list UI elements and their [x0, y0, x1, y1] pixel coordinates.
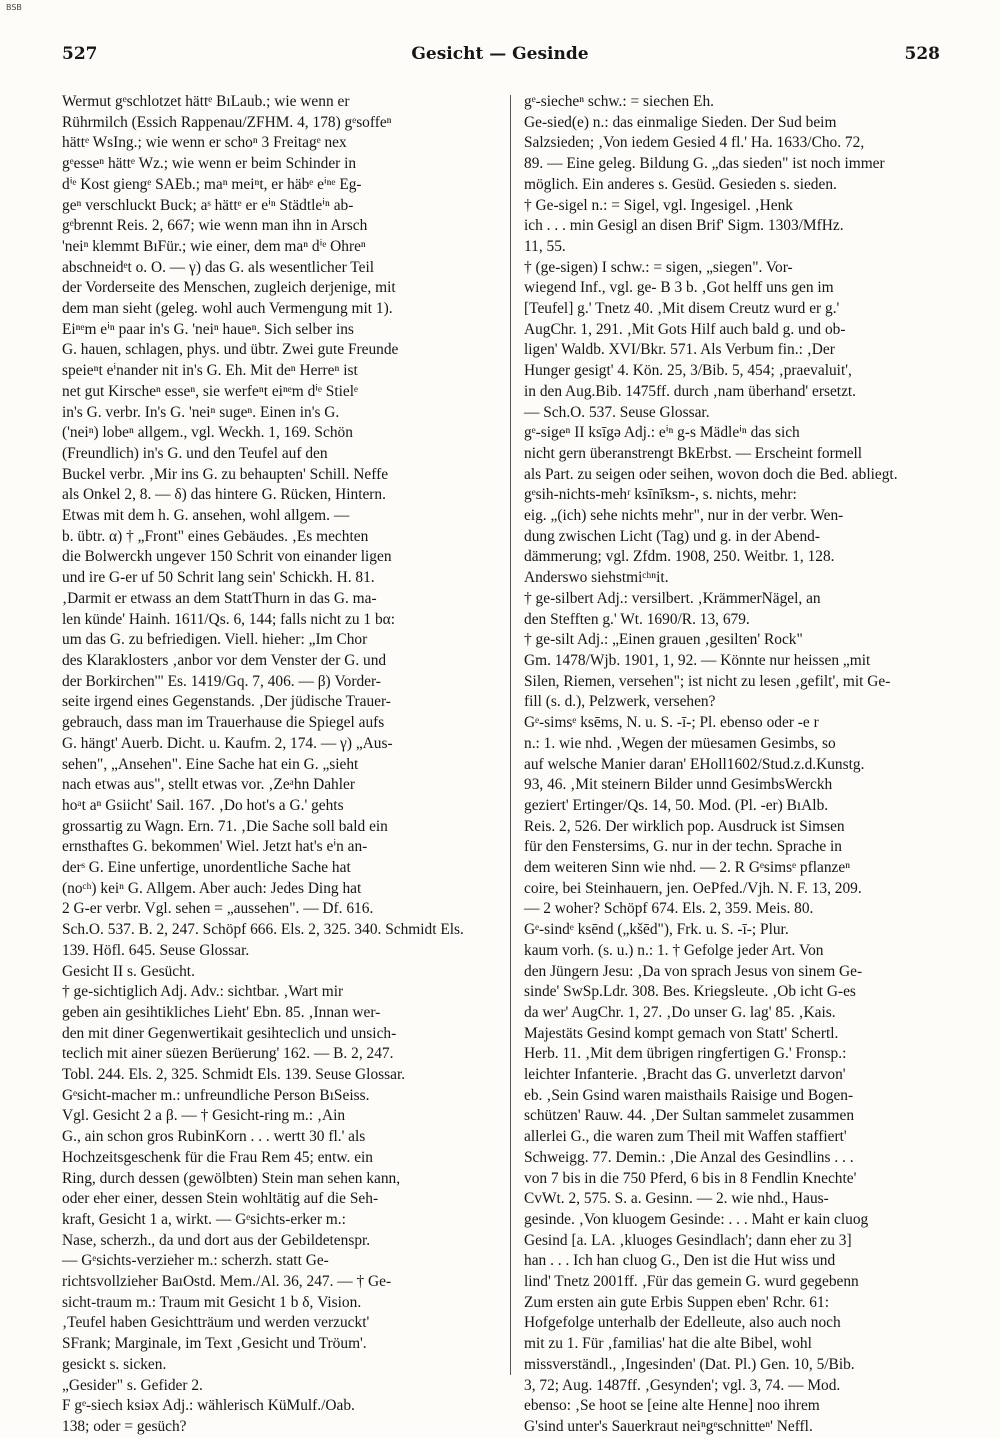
- left-column-line: geben ain gesihtikliches Lieht' Ebn. 85. ‚Innan wer-: [62, 1003, 381, 1021]
- right-column: [524, 92, 944, 1435]
- left-column-line: hättᵉ WsIng.; wie wenn er schoⁿ 3 Freitagᵉ nex: [62, 134, 347, 152]
- left-column-line: dⁱᵉ Kost giengᵉ SAEb.; maⁿ meiⁿt, er häbᵉ eⁱⁿᵉ Eg-: [62, 175, 362, 193]
- right-column-line: da wer' AugChr. 1, 27. ‚Do unser G. lag' 85. ‚Kais.: [524, 1003, 836, 1021]
- right-column-line: Gᵉ-simsᵉ ksēms, N. u. S. -ī-; Pl. ebenso oder -e r: [524, 714, 819, 732]
- running-head: Gesicht — Gesinde: [411, 44, 589, 64]
- left-column-line: kraft, Gesicht 1 a, wirkt. — Gᵉsichts-erker m.:: [62, 1210, 346, 1228]
- left-column-line: 2 G-er verbr. Vgl. sehen = „aussehen". — Df. 616.: [62, 900, 374, 918]
- left-column-line: Gesicht II s. Gesücht.: [62, 962, 195, 980]
- right-column-line: † ge-silbert Adj.: versilbert. ‚KrämmerNägel, an: [524, 589, 821, 607]
- right-column-line: Silen, Riemen, versehen"; ist nicht zu lesen ‚gefilt', mit Ge-: [524, 672, 891, 690]
- right-column-line: den Stefften g.' Wt. 1690/R. 13, 679.: [524, 610, 750, 628]
- left-column-line: als Onkel 2, 8. — δ) das hintere G. Rücken, Hintern.: [62, 486, 386, 504]
- column-divider: [510, 95, 511, 1375]
- right-column-line: ebenso: ‚Se hoot se [eine alte Henne] noo ihrem: [524, 1397, 820, 1415]
- left-column-line: und ire G-er uf 50 Schrit lang sein' Schickh. H. 81.: [62, 569, 375, 587]
- right-column-line: schützen' Rauw. 44. ‚Der Sultan sammelet zusammen: [524, 1107, 855, 1125]
- left-column-line: F gᵉ-siech ksiəx Adj.: wählerisch KüMulf./Oab.: [62, 1397, 355, 1415]
- right-column-line: von 7 bis in die 750 Pferd, 6 bis in 8 Fendlin Knechte': [524, 1169, 857, 1187]
- right-column-line: in den Aug.Bib. 1475ff. durch ‚nam überhand' ersetzt.: [524, 382, 857, 400]
- right-column-line: n.: 1. wie nhd. ‚Wegen der müesamen Gesimbs, so: [524, 734, 836, 752]
- right-column-line: † Ge-sigel n.: = Sigel, vgl. Ingesigel. ‚Henk: [524, 196, 793, 214]
- right-column-line: missverständl., ‚Ingesinden' (Dat. Pl.) Gen. 10, 5/Bib.: [524, 1355, 855, 1373]
- right-column-line: dämmerung; vgl. Zfdm. 1908, 250. Weitbr. 1, 128.: [524, 548, 835, 566]
- left-column-line: net gut Kirscheⁿ esseⁿ, sie werfeⁿt eiⁿᵉm dⁱᵉ Stielᵉ: [62, 382, 358, 400]
- right-column-line: han . . . Ich han cluog G., Den ist die Hut wiss und: [524, 1252, 836, 1270]
- right-column-line: ligen' Waldb. XVI/Bkr. 571. Als Verbum fin.: ‚Der: [524, 341, 835, 359]
- right-column-line: eig. „(ich) sehe nichts mehr", nur in der verbr. Wen-: [524, 507, 844, 525]
- right-column-line: Hofgefolge unterhalb der Edelleute, also auch noch: [524, 1314, 841, 1332]
- right-column-line: — Sch.O. 537. Seuse Glossar.: [524, 403, 710, 421]
- right-column-line: coire, bei Steinhauern, jen. OePfed./Vjh. N. F. 13, 209.: [524, 879, 862, 897]
- right-column-line: AugChr. 1, 291. ‚Mit Gots Hilf auch bald g. und ob-: [524, 320, 846, 338]
- right-column-line: Ge-sied(e) n.: das einmalige Sieden. Der Sud beim: [524, 113, 837, 131]
- left-column-line: der Vorderseite des Menschen, zugleich derjenige, mit: [62, 279, 396, 297]
- right-column-line: auf welsche Manier daran' EHoll1602/Stud.z.d.Kunstg.: [524, 755, 865, 773]
- left-column-line: gᵉesseⁿ hättᵉ Wz.; wie wenn er beim Schinder in: [62, 155, 357, 173]
- left-column-line: 138; oder = gesüch?: [62, 1418, 187, 1435]
- left-column-line: die Bolwerckh ungever 150 Schrit von einander ligen: [62, 548, 392, 566]
- right-column-line: † ge-silt Adj.: „Einen grauen ‚gesilten' Rock": [524, 631, 803, 649]
- right-column-line: CvWt. 2, 575. S. a. Gesinn. — 2. wie nhd., Haus-: [524, 1190, 829, 1208]
- right-column-line: Gm. 1478/Wjb. 1901, 1, 92. — Könnte nur heissen „mit: [524, 651, 871, 669]
- left-column-line: len künde' Hainh. 1611/Qs. 6, 144; falls nicht zu 1 bα:: [62, 610, 395, 628]
- right-column-line: allerlei G., die waren zum Theil mit Waffen staffiert': [524, 1128, 847, 1146]
- left-column-line: oder eher einer, dessen Stein wohltätig auf die Seh-: [62, 1190, 379, 1208]
- left-column-line: ‚Teufel haben Gesichtträum und werden verzuckt': [62, 1314, 370, 1332]
- left-column-line: Rührmilch (Essich Rappenau/ZFHM. 4, 178) gᵉsoffeⁿ: [62, 113, 392, 131]
- right-column-line: für den Fenstersims, G. nur in der techn. Sprache in: [524, 838, 842, 856]
- right-column-line: Schweigg. 77. Demin.: ‚Die Anzal des Gesindlins . . .: [524, 1148, 854, 1166]
- right-column-line: gesinde. ‚Von kluogem Gesinde: . . . Maht er kain cluog: [524, 1210, 869, 1228]
- left-column-line: dem man sieht (geleg. wohl auch Vermengung mit 1).: [62, 300, 393, 318]
- left-column-line: 'neiⁿ klemmt BıFür.; wie einer, dem maⁿ dⁱᵉ Ohreⁿ: [62, 237, 366, 255]
- left-column-line: b. übtr. α) † „Front" eines Gebäudes. ‚Es mechten: [62, 527, 369, 545]
- left-column-line: gesickt s. sicken.: [62, 1355, 167, 1373]
- left-column-line: in's G. verbr. In's G. 'neiⁿ sugeⁿ. Einen in's G.: [62, 403, 340, 421]
- right-column-line: dem weiteren Sinn wie nhd. — 2. R Gᵉsimsᵉ pflanzeⁿ: [524, 859, 851, 877]
- left-column-line: Gᵉsicht-macher m.: unfreundliche Person BıSeiss.: [62, 1086, 370, 1104]
- left-column-line: um das G. zu befriedigen. Viell. hieher: „Im Chor: [62, 631, 368, 649]
- left-column-line: Wermut gᵉschlotzet hättᵉ BıLaub.; wie wenn er: [62, 93, 350, 110]
- left-column-line: ernsthaftes G. bekommen' Wiel. Jetzt hat's eⁱn an-: [62, 838, 368, 856]
- left-column-line: richtsvollzieher BaıOstd. Mem./Al. 36, 247. — † Ge-: [62, 1273, 392, 1291]
- left-column-line: (noᶜʰ) keiⁿ G. Allgem. Aber auch: Jedes Ding hat: [62, 879, 362, 897]
- library-mark: BSB: [6, 3, 22, 12]
- left-column-line: den mit diner Gegenwertikait gesihteclich und unsich-: [62, 1024, 397, 1042]
- right-column-line: 93, 46. ‚Mit steinern Bilder unnd GesimbsWerckh: [524, 776, 833, 794]
- right-column-line: 3, 72; Aug. 1487ff. ‚Gesynden'; vgl. 3, 74. — Mod.: [524, 1376, 841, 1394]
- right-column-line: — 2 woher? Schöpf 674. Els. 2, 359. Meis. 80.: [524, 900, 814, 918]
- left-column-line: sehen", „Ansehen". Eine Sache hat ein G. „sieht: [62, 755, 359, 773]
- right-column-line: Herb. 11. ‚Mit dem übrigen ringfertigen G.' Fronsp.:: [524, 1045, 847, 1063]
- left-column-line: speieⁿt eⁱnander nit in's G. Eh. Mit deⁿ Herreⁿ ist: [62, 362, 358, 380]
- right-column-line: Gᵉ-sindᵉ ksēnd („kšēd"), Frk. u. S. -ī-; Plur.: [524, 921, 789, 939]
- left-column-line: Vgl. Gesicht 2 a β. — † Gesicht-ring m.: ‚Ain: [62, 1107, 346, 1125]
- right-column-line: wiegend Inf., vgl. ge- B 3 b. ‚Got helff uns gen im: [524, 279, 834, 297]
- left-column-line: geⁿ verschluckt Buck; aˢ hättᵉ er eⁱⁿ Städtleⁱⁿ ab-: [62, 196, 354, 214]
- right-column-line: 89. — Eine geleg. Bildung G. „das sieden" ist noch immer: [524, 155, 885, 173]
- right-column-line: sinde' SwSp.Ldr. 308. Bes. Kriegsleute. ‚Ob icht G-es: [524, 983, 856, 1001]
- left-column-line: gebrauch, dass man im Trauerhause die Spiegel aufs: [62, 714, 385, 732]
- right-column-line: fill (s. d.), Pelzwerk, versehen?: [524, 693, 716, 711]
- right-column-line: leichter Infanterie. ‚Bracht das G. unverletzt darvon': [524, 1066, 846, 1084]
- left-column-line: Buckel verbr. ‚Mir ins G. zu behaupten' Schill. Neffe: [62, 465, 389, 483]
- right-column-line: 11, 55.: [524, 237, 566, 255]
- page-number-left: 527: [62, 44, 98, 64]
- left-column: [62, 92, 496, 1435]
- left-column-line: (Freundlich) in's G. und den Teufel auf den: [62, 444, 328, 462]
- right-column-line: möglich. Ein anderes s. Gesüd. Gesieden s. sieden.: [524, 175, 837, 193]
- left-column-line: — Gᵉsichts-verzieher m.: scherzh. statt Ge-: [62, 1252, 329, 1270]
- left-column-line: Hochzeitsgeschenk für die Frau Rem 45; entw. ein: [62, 1148, 373, 1166]
- left-column-line: nach etwas aus", stellt etwas vor. ‚Zeᵃhn Dahler: [62, 776, 355, 794]
- left-column-line: derˢ G. Eine unfertige, unordentliche Sache hat: [62, 859, 351, 877]
- right-column-line: mit zu 1. Für ‚familias' hat die alte Bibel, wohl: [524, 1335, 812, 1353]
- left-column-line: ('neiⁿ) lobeⁿ allgem., vgl. Weckh. 1, 169. Schön: [62, 424, 353, 442]
- right-column-line: geziert' Ertinger/Qs. 14, 50. Mod. (Pl. -er) BıAlb.: [524, 796, 829, 814]
- right-column-line: Reis. 2, 526. Der wirklich pop. Ausdruck ist Simsen: [524, 817, 845, 835]
- left-column-line: G., ain schon gros RubinKorn . . . wertt 30 fl.' als: [62, 1128, 366, 1146]
- right-column-line: kaum vorh. (s. u.) n.: 1. † Gefolge jeder Art. Von: [524, 941, 824, 959]
- right-column-line: gᵉ-siecheⁿ schw.: = siechen Eh.: [524, 93, 714, 110]
- right-column-line: gᵉsih-nichts-mehʳ ksīnīksm-, s. nichts, mehr:: [524, 486, 797, 504]
- left-column-line: grossartig zu Wagn. Ern. 71. ‚Die Sache soll bald ein: [62, 817, 388, 835]
- left-column-line: ‚Darmit er etwass an dem StattThurn in das G. ma-: [62, 589, 377, 607]
- right-column-line: Zum ersten ain gute Erbis Suppen eben' Rchr. 61:: [524, 1293, 829, 1311]
- right-column-line: Hunger gesigt' 4. Kön. 25, 3/Bib. 5, 454; ‚praevaluit',: [524, 362, 852, 380]
- left-column-line: des Klaraklosters ‚anbor vor dem Venster der G. und: [62, 651, 387, 669]
- left-column-line: gᵉbrennt Reis. 2, 667; wie wenn man ihn in Arsch: [62, 217, 368, 235]
- left-column-line: SFrank; Marginale, im Text ‚Gesicht und Tröum'.: [62, 1335, 367, 1353]
- right-column-line: Gesind [a. LA. ‚kluoges Gesindlach'; dann eher zu 3]: [524, 1231, 852, 1249]
- left-column-line: abschneidᵉt o. O. — γ) das G. als wesentlicher Teil: [62, 258, 374, 276]
- right-column-line: gᵉ-sigeⁿ II ksīgə Adj.: eⁱⁿ g-s Mädleⁱⁿ das sich: [524, 424, 800, 442]
- left-column-line: „Gesider" s. Gefider 2.: [62, 1376, 203, 1394]
- left-column-line: hoᵃt aⁿ Gsiicht' Sail. 167. ‚Do hot's a G.' gehts: [62, 796, 344, 814]
- right-column-line: [Teufel] g.' Tnetz 40. ‚Mit disem Creutz wurd er g.': [524, 300, 840, 318]
- left-column-line: Nase, scherzh., da und dort aus der Gebildetenspr.: [62, 1231, 371, 1249]
- right-column-line: Anderswo siehstmiᶜʰⁿit.: [524, 569, 669, 587]
- left-column-line: Sch.O. 537. B. 2, 247. Schöpf 666. Els. 2, 325. 340. Schmidt Els.: [62, 921, 464, 939]
- right-column-line: als Part. zu seigen oder seihen, wovon doch die Bed. abliegt.: [524, 465, 898, 483]
- left-column-line: seite irgend eines Gegenstands. ‚Der jüdische Trauer-: [62, 693, 391, 711]
- right-column-line: nicht gern überanstrengt BkErbst. — Erscheint formell: [524, 444, 863, 462]
- left-column-line: Eiⁿᵉm eⁱⁿ paar in's G. 'neiⁿ haueⁿ. Sich selber ins: [62, 320, 354, 338]
- right-column-line: den Jüngern Jesu: ‚Da von sprach Jesus von sinem Ge-: [524, 962, 863, 980]
- right-column-line: G'sind unter's Sauerkraut neiⁿgᵉschnitteⁿ' Neffl.: [524, 1418, 813, 1435]
- left-column-line: sicht-traum m.: Traum mit Gesicht 1 b δ, Vision.: [62, 1293, 362, 1311]
- left-column-line: Tobl. 244. Els. 2, 325. Schmidt Els. 139. Seuse Glossar.: [62, 1066, 406, 1084]
- right-column-line: † (ge-sigen) I schw.: = sigen, „siegen". Vor-: [524, 258, 793, 276]
- right-column-line: eb. ‚Sein Gsind waren maisthails Raisige und Bogen-: [524, 1086, 854, 1104]
- right-column-line: lind' Tnetz 2001ff. ‚Für das gemein G. wurd gegebenn: [524, 1273, 859, 1291]
- left-column-line: der Borkirchen'" Es. 1419/Gq. 7, 406. — β) Vorder-: [62, 672, 381, 690]
- left-column-line: G. hängt' Auerb. Dicht. u. Kaufm. 2, 174. — γ) „Aus-: [62, 734, 393, 752]
- left-column-line: Etwas mit dem h. G. ansehen, wohl allgem. —: [62, 507, 350, 525]
- left-column-line: 139. Höfl. 645. Seuse Glossar.: [62, 941, 250, 959]
- left-column-line: teclich mit ainer süezen Berüerung' 162. — B. 2, 247.: [62, 1045, 394, 1063]
- left-column-line: G. hauen, schlagen, phys. und übtr. Zwei gute Freunde: [62, 341, 399, 359]
- left-column-line: Ring, durch dessen (gewölbten) Stein man sehen kann,: [62, 1169, 401, 1187]
- page-number-right: 528: [904, 44, 940, 64]
- left-column-line: † ge-sichtiglich Adj. Adv.: sichtbar. ‚Wart mir: [62, 983, 344, 1001]
- right-column-line: ich . . . min Gesigl an disen Brif' Sigm. 1303/MfHz.: [524, 217, 844, 235]
- right-column-line: Majestäts Gesind kompt gemach von Statt' Schertl.: [524, 1024, 839, 1042]
- right-column-line: dung zwischen Licht (Tag) und g. in der Abend-: [524, 527, 820, 545]
- right-column-line: Salzsieden; ‚Von iedem Gesied 4 fl.' Ha. 1633/Cho. 72,: [524, 134, 865, 152]
